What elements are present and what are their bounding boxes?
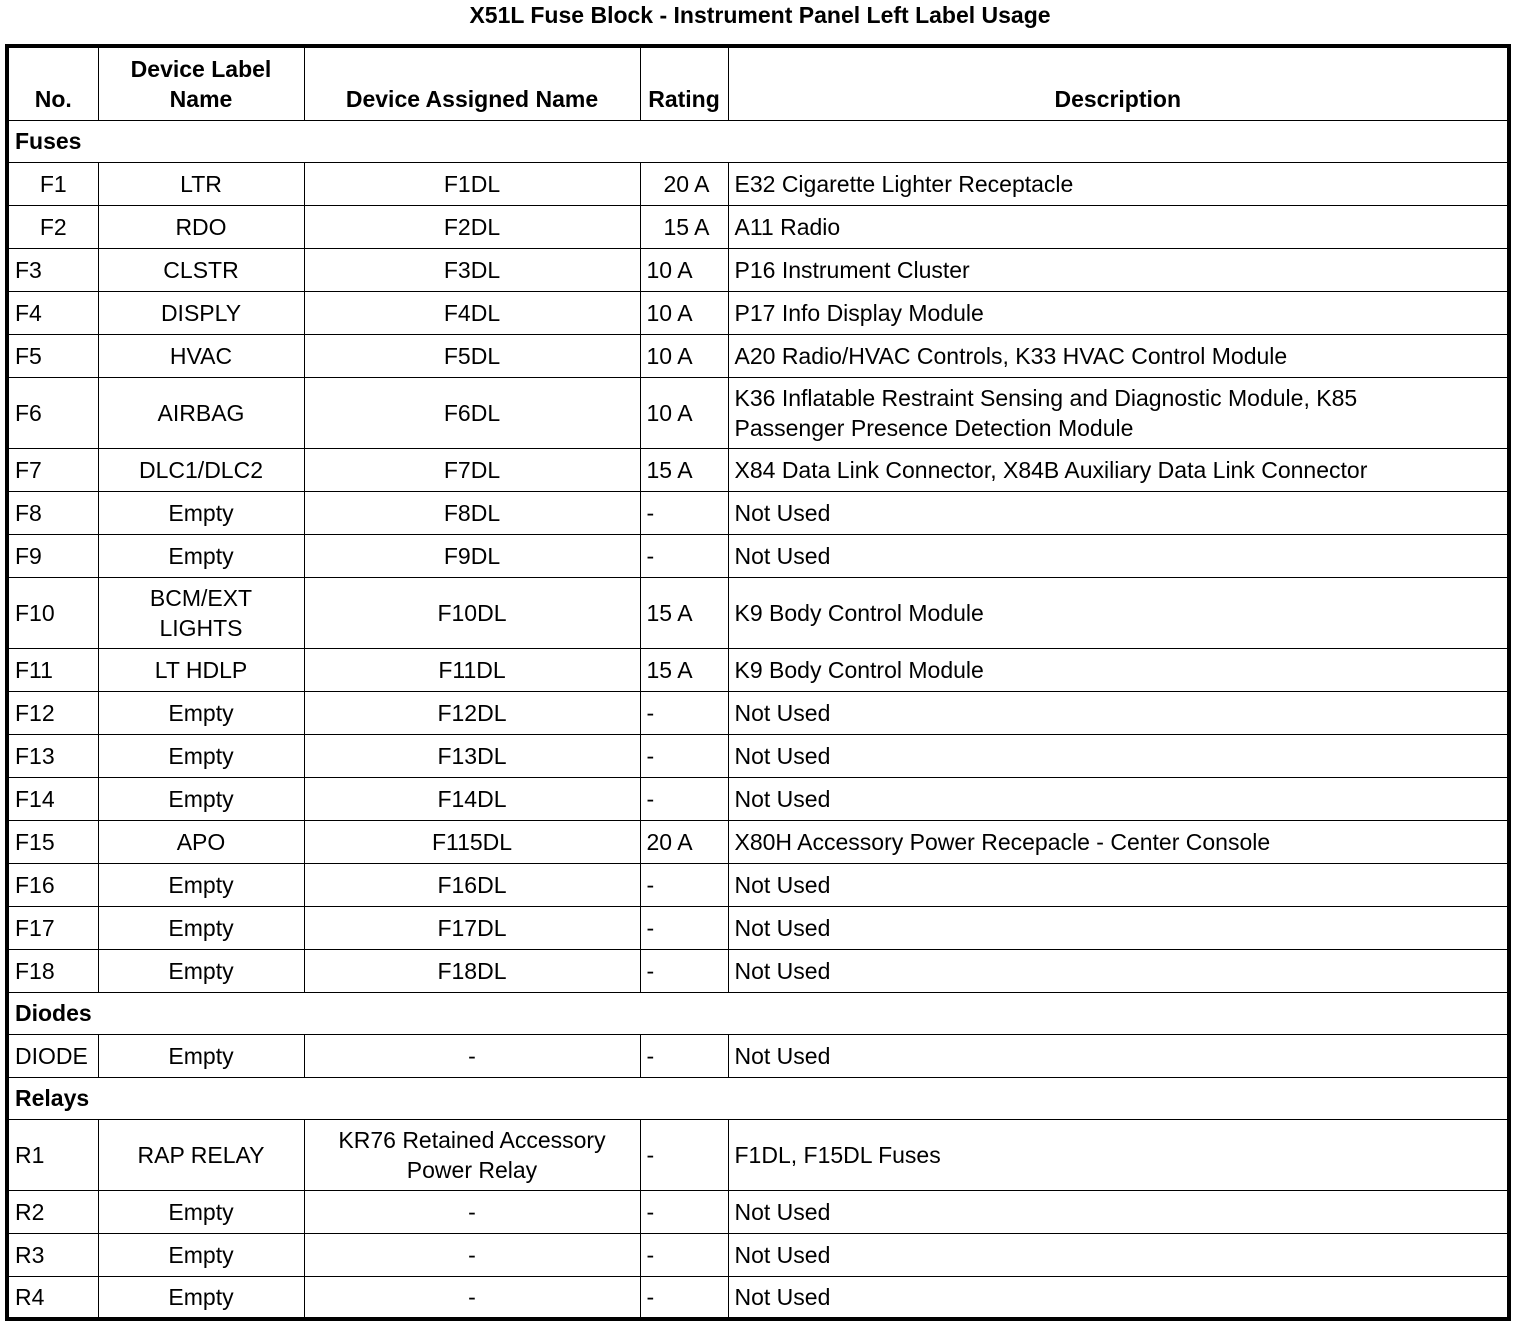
cell-assigned xyxy=(304,1119,640,1190)
header-assigned-name: Device Assigned Name xyxy=(304,46,640,120)
cell-no: R3 xyxy=(7,1233,98,1276)
table-row xyxy=(7,648,1509,691)
cell-assigned: F9DL xyxy=(304,534,640,577)
cell-rating: 10 A xyxy=(640,248,728,291)
table-row xyxy=(7,248,1509,291)
header-rating: Rating xyxy=(640,46,728,120)
cell-description-line1: K36 Inflatable Restraint Sensing and Diagnostic Module, K85 xyxy=(734,384,1358,411)
header-device-label-line2: Name xyxy=(169,85,233,112)
table-row xyxy=(7,1276,1509,1319)
section-row-relays xyxy=(7,1077,1509,1119)
cell-no: F9 xyxy=(7,534,98,577)
cell-rating: - xyxy=(640,777,728,820)
cell-rating: - xyxy=(640,491,728,534)
table-row xyxy=(7,1034,1509,1077)
cell-description: Not Used xyxy=(728,906,1509,949)
cell-no: F3 xyxy=(7,248,98,291)
cell-no: F16 xyxy=(7,863,98,906)
cell-description: E32 Cigarette Lighter Receptacle xyxy=(728,162,1509,205)
cell-no: F11 xyxy=(7,648,98,691)
cell-rating: - xyxy=(640,534,728,577)
cell-rating: - xyxy=(640,1119,728,1190)
table-row xyxy=(7,863,1509,906)
cell-assigned: F17DL xyxy=(304,906,640,949)
cell-assigned: F11DL xyxy=(304,648,640,691)
cell-assigned: - xyxy=(304,1190,640,1233)
cell-no: DIODE xyxy=(7,1034,98,1077)
cell-rating: - xyxy=(640,1276,728,1319)
cell-description: Not Used xyxy=(728,691,1509,734)
cell-description: Not Used xyxy=(728,949,1509,992)
cell-description: K9 Body Control Module xyxy=(728,577,1509,648)
cell-rating: - xyxy=(640,691,728,734)
cell-label: Empty xyxy=(98,1190,304,1233)
cell-assigned: F8DL xyxy=(304,491,640,534)
cell-label: HVAC xyxy=(98,334,304,377)
cell-no: F7 xyxy=(7,448,98,491)
cell-label: Empty xyxy=(98,863,304,906)
cell-assigned: F13DL xyxy=(304,734,640,777)
cell-assigned: F2DL xyxy=(304,205,640,248)
cell-no: F13 xyxy=(7,734,98,777)
cell-label: Empty xyxy=(98,1034,304,1077)
cell-label: Empty xyxy=(98,1276,304,1319)
cell-no: F15 xyxy=(7,820,98,863)
cell-label: Empty xyxy=(98,949,304,992)
cell-label: DLC1/DLC2 xyxy=(98,448,304,491)
table-row xyxy=(7,491,1509,534)
cell-rating: 15 A xyxy=(640,648,728,691)
cell-no: F2 xyxy=(7,205,98,248)
table-row xyxy=(7,777,1509,820)
section-row-fuses xyxy=(7,120,1509,162)
cell-description: A20 Radio/HVAC Controls, K33 HVAC Control Module xyxy=(728,334,1509,377)
cell-label: DISPLY xyxy=(98,291,304,334)
cell-no: F6 xyxy=(7,377,98,448)
table-row xyxy=(7,1119,1509,1190)
cell-rating: - xyxy=(640,1034,728,1077)
cell-rating: - xyxy=(640,906,728,949)
cell-rating: - xyxy=(640,734,728,777)
cell-label: Empty xyxy=(98,534,304,577)
cell-no: F12 xyxy=(7,691,98,734)
table-row xyxy=(7,448,1509,491)
cell-rating: - xyxy=(640,1233,728,1276)
table-row xyxy=(7,734,1509,777)
cell-no: F5 xyxy=(7,334,98,377)
table-row xyxy=(7,377,1509,448)
cell-assigned: F3DL xyxy=(304,248,640,291)
cell-assigned: F12DL xyxy=(304,691,640,734)
cell-assigned-line1: KR76 Retained Accessory xyxy=(338,1126,606,1153)
cell-label: APO xyxy=(98,820,304,863)
cell-label: AIRBAG xyxy=(98,377,304,448)
cell-label: Empty xyxy=(98,906,304,949)
cell-description-line2: Passenger Presence Detection Module xyxy=(734,414,1134,441)
cell-description: Not Used xyxy=(728,1034,1509,1077)
cell-description: F1DL, F15DL Fuses xyxy=(728,1119,1509,1190)
cell-description: Not Used xyxy=(728,734,1509,777)
cell-description xyxy=(728,377,1509,448)
table-row xyxy=(7,534,1509,577)
cell-description: Not Used xyxy=(728,863,1509,906)
cell-description: Not Used xyxy=(728,1190,1509,1233)
cell-assigned-line2: Power Relay xyxy=(406,1156,538,1183)
cell-rating: - xyxy=(640,863,728,906)
cell-label: RAP RELAY xyxy=(98,1119,304,1190)
section-title-diodes: Diodes xyxy=(7,992,1509,1034)
cell-description: A11 Radio xyxy=(728,205,1509,248)
section-row-diodes xyxy=(7,992,1509,1034)
cell-rating: 15 A xyxy=(640,448,728,491)
cell-assigned: F18DL xyxy=(304,949,640,992)
table-row xyxy=(7,949,1509,992)
table-header-row xyxy=(7,46,1509,120)
cell-assigned: F4DL xyxy=(304,291,640,334)
header-description: Description xyxy=(728,46,1509,120)
cell-label: Empty xyxy=(98,734,304,777)
cell-label-line2: LIGHTS xyxy=(159,614,243,641)
table-row xyxy=(7,820,1509,863)
cell-rating: 15 A xyxy=(640,205,728,248)
table-row xyxy=(7,291,1509,334)
cell-no: F4 xyxy=(7,291,98,334)
header-device-label-line1: Device Label xyxy=(130,55,272,82)
cell-no: F8 xyxy=(7,491,98,534)
cell-assigned: F7DL xyxy=(304,448,640,491)
cell-description: X84 Data Link Connector, X84B Auxiliary Data Link Connector xyxy=(728,448,1509,491)
cell-assigned: F16DL xyxy=(304,863,640,906)
cell-label: Empty xyxy=(98,691,304,734)
fuse-usage-table xyxy=(5,44,1511,1321)
table-row xyxy=(7,1190,1509,1233)
cell-description: X80H Accessory Power Recepacle - Center Console xyxy=(728,820,1509,863)
header-no: No. xyxy=(7,46,98,120)
cell-label: Empty xyxy=(98,1233,304,1276)
cell-assigned: - xyxy=(304,1276,640,1319)
cell-label: Empty xyxy=(98,491,304,534)
cell-no: F10 xyxy=(7,577,98,648)
table-row xyxy=(7,205,1509,248)
cell-description: K9 Body Control Module xyxy=(728,648,1509,691)
cell-assigned: - xyxy=(304,1034,640,1077)
cell-description: Not Used xyxy=(728,1276,1509,1319)
cell-description: Not Used xyxy=(728,534,1509,577)
cell-assigned: F6DL xyxy=(304,377,640,448)
cell-label: Empty xyxy=(98,777,304,820)
cell-no: F17 xyxy=(7,906,98,949)
cell-no: R2 xyxy=(7,1190,98,1233)
cell-description: P16 Instrument Cluster xyxy=(728,248,1509,291)
page-title: X51L Fuse Block - Instrument Panel Left Label Usage xyxy=(469,2,1051,28)
cell-rating: 10 A xyxy=(640,377,728,448)
cell-assigned: F5DL xyxy=(304,334,640,377)
cell-no: F18 xyxy=(7,949,98,992)
cell-label: LTR xyxy=(98,162,304,205)
cell-assigned: F115DL xyxy=(304,820,640,863)
section-title-fuses: Fuses xyxy=(7,120,1509,162)
cell-rating: - xyxy=(640,949,728,992)
cell-label-line1: BCM/EXT xyxy=(149,584,253,611)
cell-no: F1 xyxy=(7,162,98,205)
cell-no: R1 xyxy=(7,1119,98,1190)
cell-description: Not Used xyxy=(728,777,1509,820)
cell-rating: 15 A xyxy=(640,577,728,648)
table-row xyxy=(7,162,1509,205)
cell-rating: 10 A xyxy=(640,334,728,377)
cell-assigned: - xyxy=(304,1233,640,1276)
cell-no: R4 xyxy=(7,1276,98,1319)
table-row xyxy=(7,906,1509,949)
cell-label: CLSTR xyxy=(98,248,304,291)
cell-description: P17 Info Display Module xyxy=(728,291,1509,334)
cell-description: Not Used xyxy=(728,491,1509,534)
cell-assigned: F14DL xyxy=(304,777,640,820)
cell-assigned: F10DL xyxy=(304,577,640,648)
cell-rating: - xyxy=(640,1190,728,1233)
cell-rating: 20 A xyxy=(640,820,728,863)
cell-no: F14 xyxy=(7,777,98,820)
cell-label: LT HDLP xyxy=(98,648,304,691)
cell-rating: 10 A xyxy=(640,291,728,334)
header-device-label xyxy=(98,46,304,120)
section-title-relays: Relays xyxy=(7,1077,1509,1119)
cell-label: RDO xyxy=(98,205,304,248)
table-row xyxy=(7,577,1509,648)
cell-description: Not Used xyxy=(728,1233,1509,1276)
cell-label xyxy=(98,577,304,648)
table-row xyxy=(7,1233,1509,1276)
cell-assigned: F1DL xyxy=(304,162,640,205)
table-row xyxy=(7,334,1509,377)
cell-rating: 20 A xyxy=(640,162,728,205)
table-row xyxy=(7,691,1509,734)
